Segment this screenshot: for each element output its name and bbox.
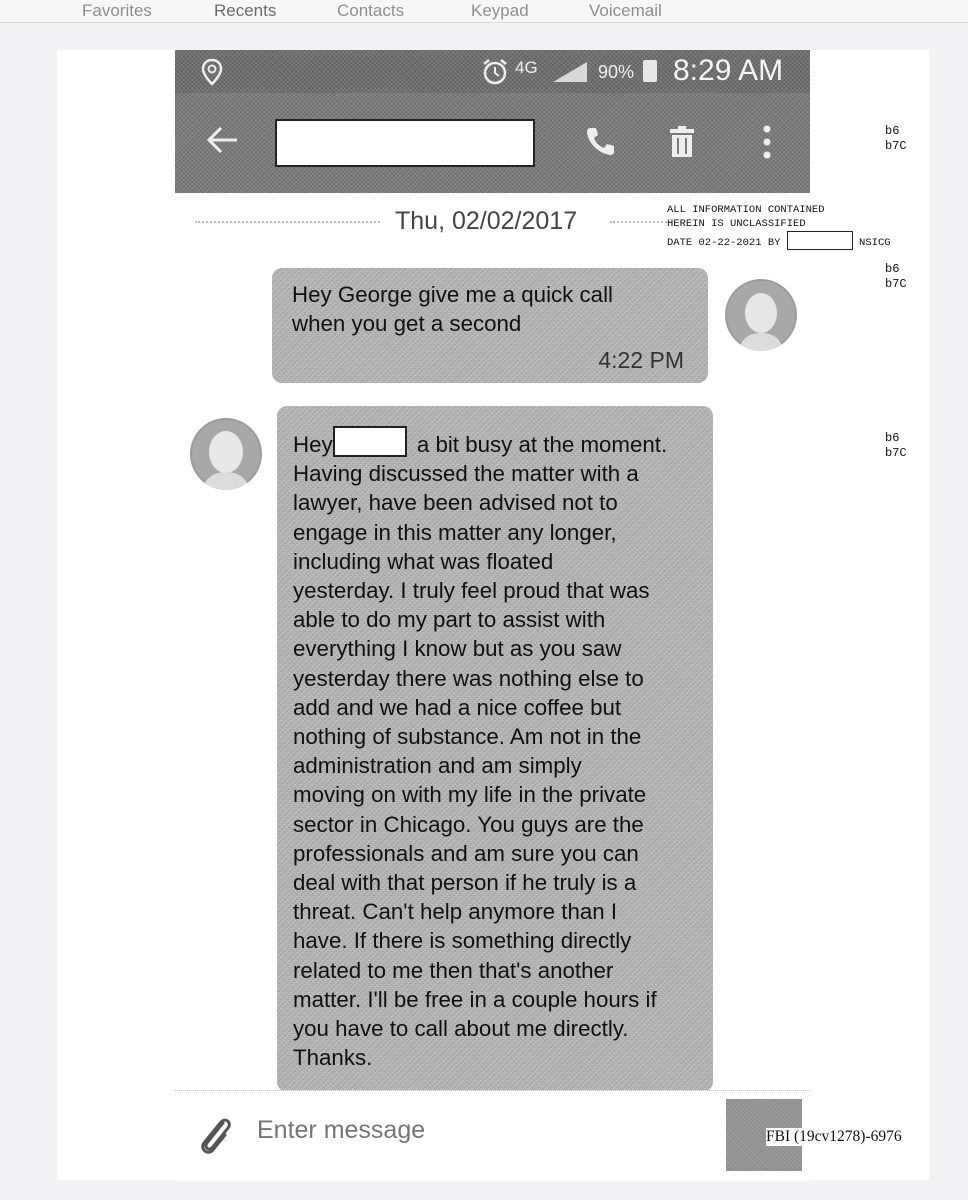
message-line: related to me then that's another	[293, 957, 614, 983]
status-time: 8:29 AM	[673, 54, 784, 87]
conversation-date: Thu, 02/02/2017	[395, 207, 578, 235]
exemption-code: b7C	[885, 277, 907, 291]
message-line: yesterday. I truly feel proud that was	[293, 578, 650, 604]
tab-voicemail[interactable]: Voicemail	[589, 1, 662, 20]
message-line: threat. Can't help anymore than I	[293, 899, 618, 925]
network-indicator: 4G	[515, 58, 538, 77]
exemption-code: b6	[885, 431, 900, 445]
message-line: nothing of substance. Am not in the	[293, 724, 642, 750]
tab-contacts[interactable]: Contacts	[337, 1, 405, 20]
conversation-app-bar	[175, 93, 810, 193]
classification-line	[667, 231, 921, 251]
message-line: yesterday there was nothing else to	[293, 665, 644, 691]
message-line: everything I know but as you saw	[293, 636, 622, 662]
message-line: sector in Chicago. You guys are the	[293, 811, 644, 837]
exemption-codes	[885, 124, 907, 154]
message-line: Having discussed the matter with a	[293, 461, 639, 487]
trash-icon[interactable]	[668, 126, 696, 163]
divider-right	[610, 221, 670, 224]
tab-favorites[interactable]: Favorites	[82, 1, 152, 20]
date-separator	[195, 205, 655, 235]
message-fragment: a bit busy at the moment.	[410, 432, 668, 457]
classification-reviewer-code: NSICG	[859, 237, 891, 249]
message-line: including what was floated	[293, 548, 554, 574]
message-line: add and we had a nice coffee but	[293, 694, 622, 720]
exemption-codes	[885, 262, 907, 292]
message-line: engage in this matter any longer,	[293, 519, 617, 545]
message-line: deal with that person if he truly is a	[293, 870, 637, 896]
exemption-code: b7C	[885, 139, 907, 153]
message-timestamp: 4:22 PM	[598, 347, 684, 373]
redacted-reviewer	[787, 231, 853, 250]
paperclip-icon[interactable]	[195, 1113, 235, 1162]
message-line: when you get a second	[292, 311, 522, 337]
person-icon	[725, 279, 797, 351]
battery-percent: 90%	[598, 62, 635, 82]
battery-icon	[643, 60, 657, 82]
classification-date: DATE 02-22-2021 BY	[667, 237, 781, 249]
bates-number: FBI (19cv1278)-6976	[766, 1128, 902, 1145]
phone-tab-bar	[0, 0, 968, 23]
tab-keypad[interactable]: Keypad	[471, 1, 529, 20]
message-line: administration and am simply	[293, 753, 582, 779]
message-line	[293, 426, 703, 459]
classification-line: HEREIN IS UNCLASSIFIED	[667, 217, 806, 230]
message-text	[293, 426, 703, 1072]
message-fragment: Hey	[293, 432, 333, 457]
message-line: lawyer, have been advised not to	[293, 490, 618, 516]
message-line: professionals and am sure you can	[293, 840, 639, 866]
person-icon	[190, 418, 262, 490]
exemption-codes	[885, 431, 907, 461]
message-line: Hey George give me a quick call	[292, 282, 613, 307]
message-line: Thanks.	[293, 1045, 373, 1071]
message-text	[292, 280, 692, 338]
redacted-contact-name	[275, 119, 535, 167]
more-options-icon[interactable]	[762, 125, 772, 164]
message-line: you have to call about me directly.	[293, 1016, 629, 1042]
redacted-name	[333, 426, 407, 457]
signal-icon	[551, 60, 591, 89]
message-bubble-outgoing[interactable]	[272, 268, 708, 383]
message-bubble-incoming[interactable]	[277, 406, 713, 1092]
avatar[interactable]	[190, 418, 262, 490]
classification-line: ALL INFORMATION CONTAINED	[667, 204, 825, 216]
divider-left	[195, 221, 380, 224]
tab-recents[interactable]: Recents	[214, 1, 277, 20]
avatar[interactable]	[725, 279, 797, 351]
alarm-icon	[481, 58, 509, 91]
message-line: able to do my part to assist with	[293, 607, 606, 633]
status-bar	[175, 50, 810, 93]
message-input[interactable]	[255, 1115, 679, 1146]
document-page	[57, 50, 929, 1180]
exemption-code: b7C	[885, 446, 907, 460]
exemption-code: b6	[885, 124, 900, 138]
message-line: matter. I'll be free in a couple hours if	[293, 986, 657, 1012]
phone-icon[interactable]	[585, 125, 615, 162]
message-line: moving on with my life in the private	[293, 782, 647, 808]
exemption-code: b6	[885, 262, 900, 276]
location-icon	[201, 58, 223, 91]
message-line: have. If there is something directly	[293, 928, 632, 954]
classification-stamp	[667, 204, 921, 248]
back-arrow-icon[interactable]	[205, 125, 239, 160]
message-composer	[175, 1090, 810, 1181]
